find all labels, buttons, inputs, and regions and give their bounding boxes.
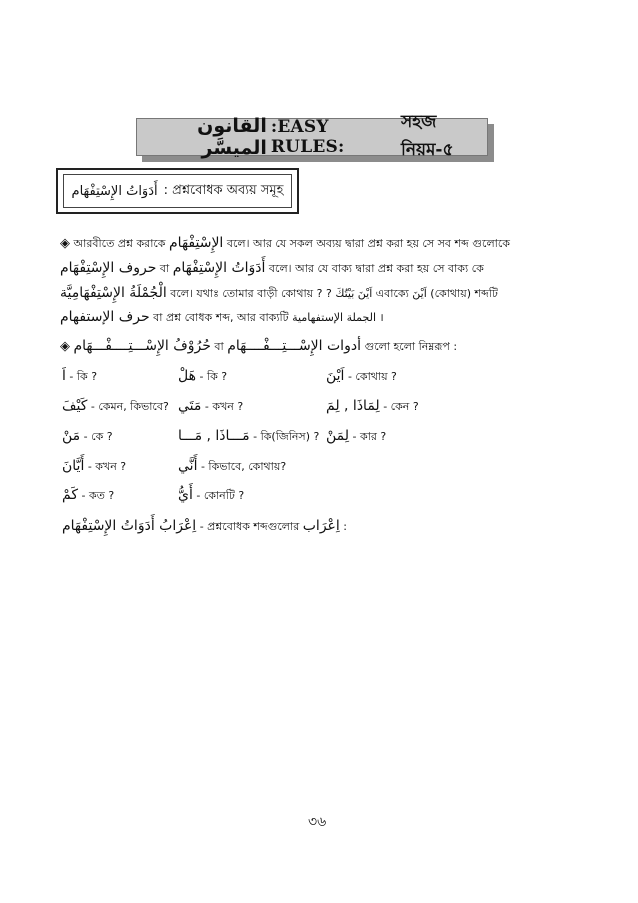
p1-line4-mid: বা প্রশ্ন বোধক শব্দ, আর বাক্যটি: [153, 311, 289, 324]
subtitle-arabic: أَدَوَاتُ الإِسْتِفْهَام: [71, 183, 158, 199]
word-arabic: أَيُّ: [178, 487, 193, 503]
word-arabic: أَنَّي: [178, 458, 198, 474]
section-end: গুলো হলো নিম্নরূপ :: [364, 340, 458, 353]
word-meaning: - কখন ?: [204, 400, 244, 413]
word-meaning: - কিভাবে, কোথায়?: [200, 460, 287, 473]
p1-line4-arabic1: حرف الإستفهام: [60, 309, 150, 325]
word-arabic: اَ: [62, 368, 66, 384]
title-banner: [136, 112, 488, 160]
p1-line3-mid2: এবাক্যে: [375, 287, 409, 300]
p1-line3-mid: বলে। যথাঃ তোমার বাড়ী কোথায় ? ?: [170, 287, 332, 300]
word-meaning: - কোনটি ?: [196, 489, 245, 502]
word-meaning: - কেমন, কিভাবে?: [90, 400, 169, 413]
bullet-diamond-icon: ◈: [60, 236, 70, 251]
word-item: [326, 428, 386, 447]
word-arabic: مَنْ: [62, 428, 81, 444]
word-item: [178, 458, 286, 477]
word-item: [326, 368, 397, 387]
p1-line2-end: বলে। আর যে বাক্য দ্বারা প্রশ্ন করা হয় সে বাক্য কে: [268, 262, 484, 275]
p1-line2-arabic2: أَدَوَاتُ الإِسْتِفْهَام: [172, 260, 266, 276]
word-arabic: هَلْ: [178, 368, 196, 384]
word-item: [62, 428, 113, 447]
p1-line2-ba: বা: [159, 262, 170, 275]
section-heading: [60, 338, 457, 357]
word-arabic: لِمَنْ: [326, 428, 350, 444]
word-meaning: - কি ?: [199, 370, 228, 383]
paragraph-line-4: [60, 309, 384, 328]
p1-line3-arabic3: اَيْنَ: [412, 287, 427, 300]
p1-line3-arabic1: الْجُمْلَةُ الإِسْتِفْهَامِيَّة: [60, 285, 167, 301]
word-item: [62, 458, 126, 477]
word-item: [62, 487, 114, 506]
p1-line2-arabic1: حروف الإِسْتِفْهَام: [60, 260, 157, 276]
word-item: [178, 398, 243, 417]
word-meaning: - কি(জিনিস) ?: [253, 430, 320, 443]
word-item: [62, 398, 169, 417]
word-arabic: لِمَاذَا , لِمَ: [326, 398, 380, 414]
word-item: [178, 368, 227, 387]
word-arabic: اَيْنَ: [326, 368, 345, 384]
section-arabic2: أدوات الإِسْـــتِـــفْــــهَام: [227, 338, 361, 354]
bullet-diamond-icon: ◈: [60, 339, 70, 354]
word-meaning: - কখন ?: [87, 460, 127, 473]
word-arabic: مَتَي: [178, 398, 202, 414]
word-meaning: - কার ?: [352, 430, 387, 443]
word-arabic: مَـــاذَا , مَـــا: [178, 428, 250, 444]
p1-line4-end: ।: [379, 311, 384, 324]
p1-line1-end: বলে। আর যে সকল অব্যয় দ্বারা প্রশ্ন করা হয় সে সব শব্দ গুলোকে: [226, 237, 510, 250]
word-item: [62, 368, 97, 387]
word-item: [178, 428, 319, 447]
title-latin: :EASY RULES:: [270, 117, 345, 157]
p1-line1-start: আরবীতে প্রশ্ন করাকে: [73, 237, 166, 250]
irab-arabic1: اِعْرَابُ أَدَوَاتُ الإِسْتِفْهَام: [62, 518, 197, 534]
word-meaning: - কে ?: [83, 430, 113, 443]
title-arabic: القانون الميسَّر: [197, 115, 267, 159]
irab-end: :: [343, 520, 348, 533]
irab-line: [62, 518, 347, 537]
word-meaning: - কি ?: [69, 370, 98, 383]
subtitle-bangla: : প্রশ্নবোধক অব্যয় সমূহ: [163, 182, 284, 198]
word-arabic: كَمْ: [62, 487, 78, 503]
word-arabic: كَيْفَ: [62, 398, 88, 414]
page-number: ৩৬: [308, 814, 327, 830]
p1-line3-end: (কোথায়) শব্দটি: [430, 287, 498, 300]
p1-line4-arabic2: الجملة الإستفهامية: [292, 311, 377, 324]
section-ba: বা: [214, 340, 224, 353]
word-item: [326, 398, 419, 417]
word-arabic: أَيَّانَ: [62, 458, 85, 474]
title-bangla: সহজ নিয়ম-৫: [400, 112, 454, 160]
word-item: [178, 487, 244, 506]
word-meaning: - কত ?: [81, 489, 115, 502]
section-arabic1: حُرُوْفُ الإِسْـــتِــــفْـــهَام: [73, 338, 211, 354]
subtitle-box: [56, 168, 299, 214]
paragraph-line-3: [60, 285, 498, 304]
paragraph-line-2: [60, 260, 484, 279]
word-meaning: - কেন ?: [383, 400, 419, 413]
word-meaning: - কোথায় ?: [347, 370, 397, 383]
p1-line3-arabic2: اَيْنَ بَيْتُكَ: [335, 287, 373, 300]
irab-bangla: - প্রশ্নবোধক শব্দগুলোর: [199, 520, 300, 533]
paragraph-line-1: [60, 235, 510, 254]
irab-arabic2: اِعْرَاب: [302, 518, 340, 534]
p1-line1-arabic: الإِسْتِفْهَام: [169, 235, 224, 251]
